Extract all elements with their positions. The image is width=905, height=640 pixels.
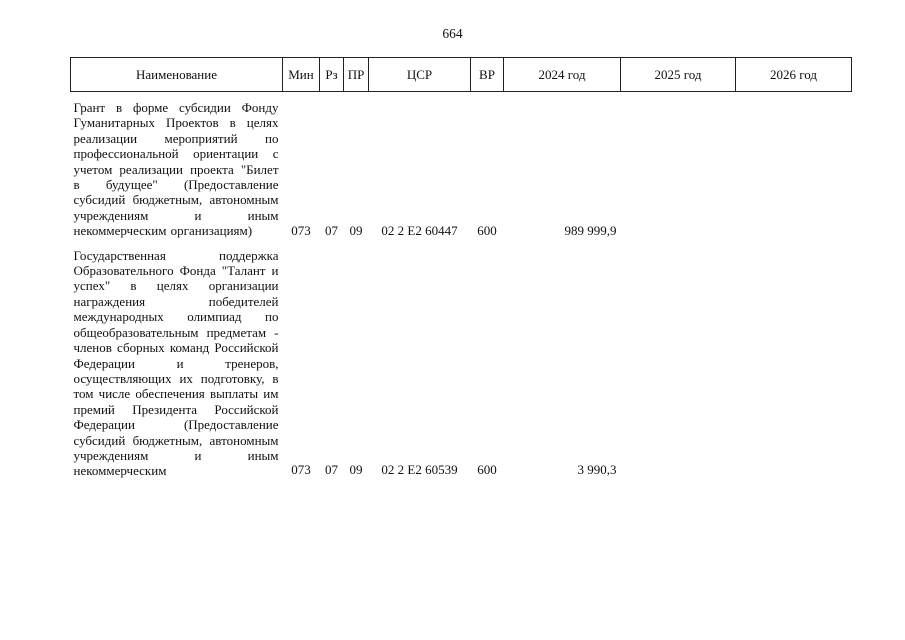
- row-vr: 600: [477, 222, 497, 238]
- header-min: Мин: [283, 58, 320, 92]
- header-pr: ПР: [344, 58, 369, 92]
- table-row: [71, 92, 852, 242]
- table-row: [71, 242, 852, 481]
- row-csr: 02 2 Е2 60539: [381, 461, 458, 477]
- row-rz: 07: [325, 222, 338, 238]
- row-2026: [736, 92, 852, 242]
- page-number: 664: [442, 26, 463, 41]
- header-name: Наименование: [71, 58, 283, 92]
- header-2026: 2026 год: [736, 58, 852, 92]
- row-2024: 989 999,9: [564, 222, 617, 238]
- header-vr: ВР: [471, 58, 504, 92]
- row-2025: [621, 242, 736, 481]
- header-2024: 2024 год: [504, 58, 621, 92]
- row-pr: 09: [349, 222, 363, 238]
- row-name: Грант в форме субсидии Фонду Гуманитарных Проектов в целях реализации мероприятий по профессиональной ориентации с учетом реализации проекта "Билет в будущее" (Предоставление субсидий бюджетным, автономным учреждениям и иным некоммерческим организациям): [73, 100, 279, 239]
- header-rz: Рз: [320, 58, 344, 92]
- header-2025: 2025 год: [621, 58, 736, 92]
- header-row: [71, 58, 852, 92]
- row-min: 073: [291, 222, 311, 238]
- header-csr: ЦСР: [369, 58, 471, 92]
- row-min: 073: [291, 461, 311, 477]
- row-2026: [736, 242, 852, 481]
- row-2024: 3 990,3: [577, 461, 617, 477]
- row-vr: 600: [477, 461, 497, 477]
- row-rz: 07: [325, 461, 338, 477]
- row-pr: 09: [349, 461, 363, 477]
- row-name: Государственная поддержка Образовательного Фонда "Талант и успех" в целях организации награждения победителей международных олимпиад по общеобразовательным предметам - членов сборных команд Российской Федерации и тренеров, осуществляющих их подготовку, в том числе обеспечения выплаты им премий Президента Российской Федерации (Предоставление субсидий бюджетным, автономным учреждениям и иным некоммерческим: [73, 247, 279, 479]
- row-2025: [621, 92, 736, 242]
- row-csr: 02 2 Е2 60447: [381, 222, 458, 238]
- table-header: [71, 58, 852, 92]
- budget-table: [70, 57, 852, 481]
